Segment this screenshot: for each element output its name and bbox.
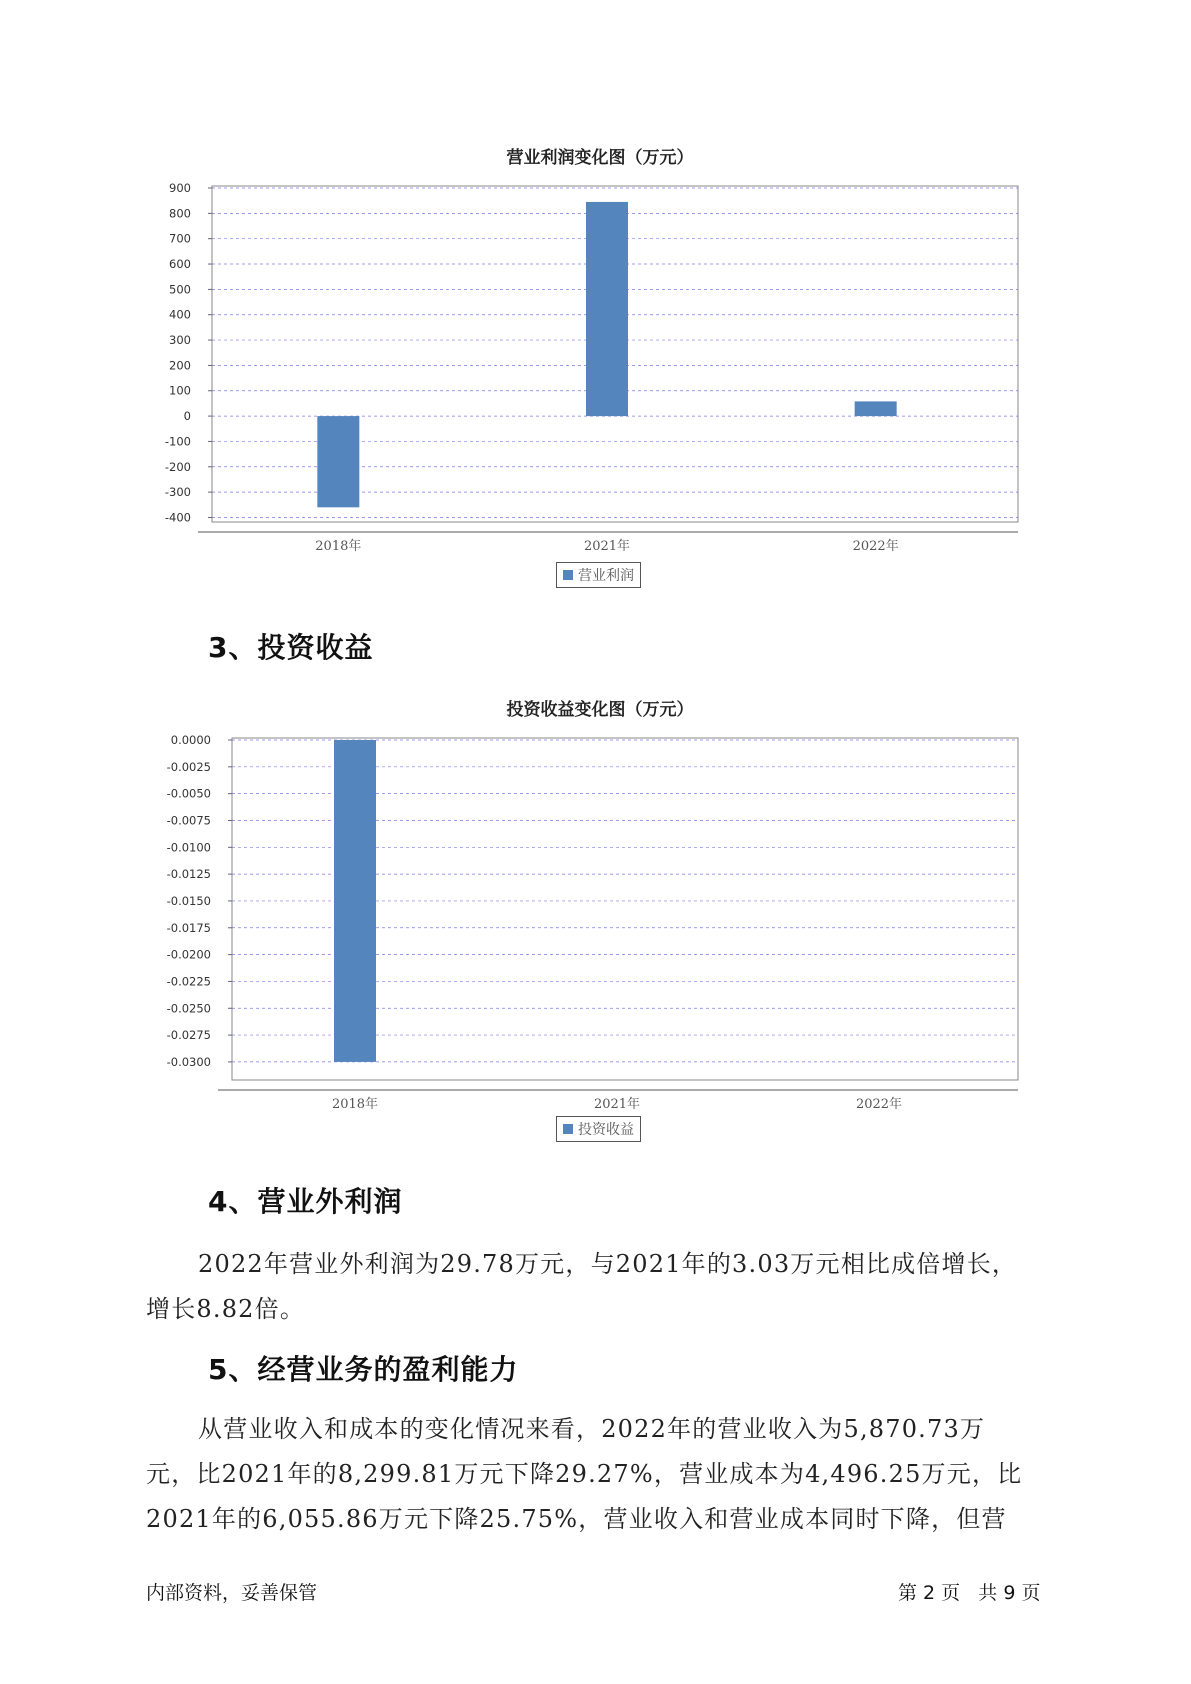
footer-page-number: 第 2 页 共 9 页 [898, 1582, 1041, 1604]
paragraph-profitability [146, 1407, 1046, 1542]
y-tick-label: 100 [169, 383, 191, 398]
y-tick-label: -0.0275 [166, 1028, 211, 1043]
y-tick-label: 500 [169, 282, 191, 297]
y-tick-label: -300 [164, 485, 191, 500]
paragraph-line: 增长8.82倍。 [146, 1295, 306, 1323]
footer-confidential-note: 内部资料，妥善保管 [146, 1582, 318, 1604]
y-tick-label: -0.0100 [166, 840, 211, 855]
bar-2018年 [334, 740, 376, 1062]
y-tick-label: 0 [183, 409, 191, 424]
x-tick-label: 2018年 [331, 1097, 379, 1112]
y-tick-label: 700 [169, 231, 191, 246]
y-tick-label: -400 [164, 510, 191, 525]
y-tick-label: -0.0175 [166, 920, 211, 935]
investment-income-chart-svg [150, 724, 1030, 1112]
bar-2018年 [317, 416, 359, 507]
legend-swatch [563, 570, 573, 580]
y-tick-label: -0.0225 [166, 974, 211, 989]
x-tick-label: 2021年 [583, 539, 631, 554]
chart-legend-operating-profit [556, 562, 641, 588]
y-tick-label: 600 [169, 257, 191, 272]
bar-2021年 [586, 202, 628, 416]
y-tick-label: 200 [169, 358, 191, 373]
y-tick-label: 0.0000 [170, 733, 211, 747]
legend-swatch [563, 1124, 573, 1134]
y-tick-label: -0.0150 [166, 893, 211, 908]
y-tick-label: -0.0300 [166, 1054, 211, 1069]
y-tick-label: -0.0125 [166, 867, 211, 882]
heading-profitability: 5、经营业务的盈利能力 [208, 1353, 519, 1386]
legend-label: 营业利润 [578, 568, 634, 584]
y-tick-label: -0.0250 [166, 1001, 211, 1016]
paragraph-line: 从营业收入和成本的变化情况来看，2022年的营业收入为5,870.73万 [198, 1415, 986, 1443]
bar-2022年 [855, 401, 897, 416]
legend-label: 投资收益 [578, 1122, 634, 1138]
y-tick-label: 900 [169, 181, 191, 195]
y-tick-label: 800 [169, 206, 191, 221]
y-tick-label: -0.0025 [166, 759, 211, 774]
y-tick-label: -100 [164, 434, 191, 449]
x-tick-label: 2022年 [852, 539, 899, 554]
y-tick-label: 300 [169, 333, 191, 348]
y-tick-label: -0.0200 [166, 947, 211, 962]
heading-investment-income: 3、投资收益 [208, 631, 374, 664]
heading-non-operating-profit: 4、营业外利润 [208, 1185, 403, 1218]
operating-profit-chart [150, 172, 1030, 554]
operating-profit-chart-svg [150, 172, 1030, 554]
y-tick-label: -200 [164, 459, 191, 474]
y-tick-label: 400 [169, 307, 191, 322]
x-tick-label: 2018年 [315, 539, 362, 554]
y-tick-label: -0.0075 [166, 813, 211, 828]
paragraph-line: 2022年营业外利润为29.78万元，与2021年的3.03万元相比成倍增长， [198, 1250, 1018, 1278]
paragraph-non-operating-profit [146, 1242, 1046, 1332]
chart-title-operating-profit: 营业利润变化图（万元） [506, 148, 694, 168]
chart-title-investment-income: 投资收益变化图（万元） [506, 700, 694, 720]
paragraph-line: 元，比2021年的8,299.81万元下降29.27%，营业成本为4,496.25万元，比 [146, 1460, 1023, 1488]
paragraph-line: 2021年的6,055.86万元下降25.75%，营业收入和营业成本同时下降，但营 [146, 1505, 1007, 1533]
y-tick-label: -0.0050 [166, 786, 211, 801]
chart-legend-investment-income [556, 1116, 641, 1142]
x-tick-label: 2022年 [855, 1097, 903, 1112]
investment-income-chart [150, 724, 1030, 1112]
x-tick-label: 2021年 [593, 1097, 641, 1112]
